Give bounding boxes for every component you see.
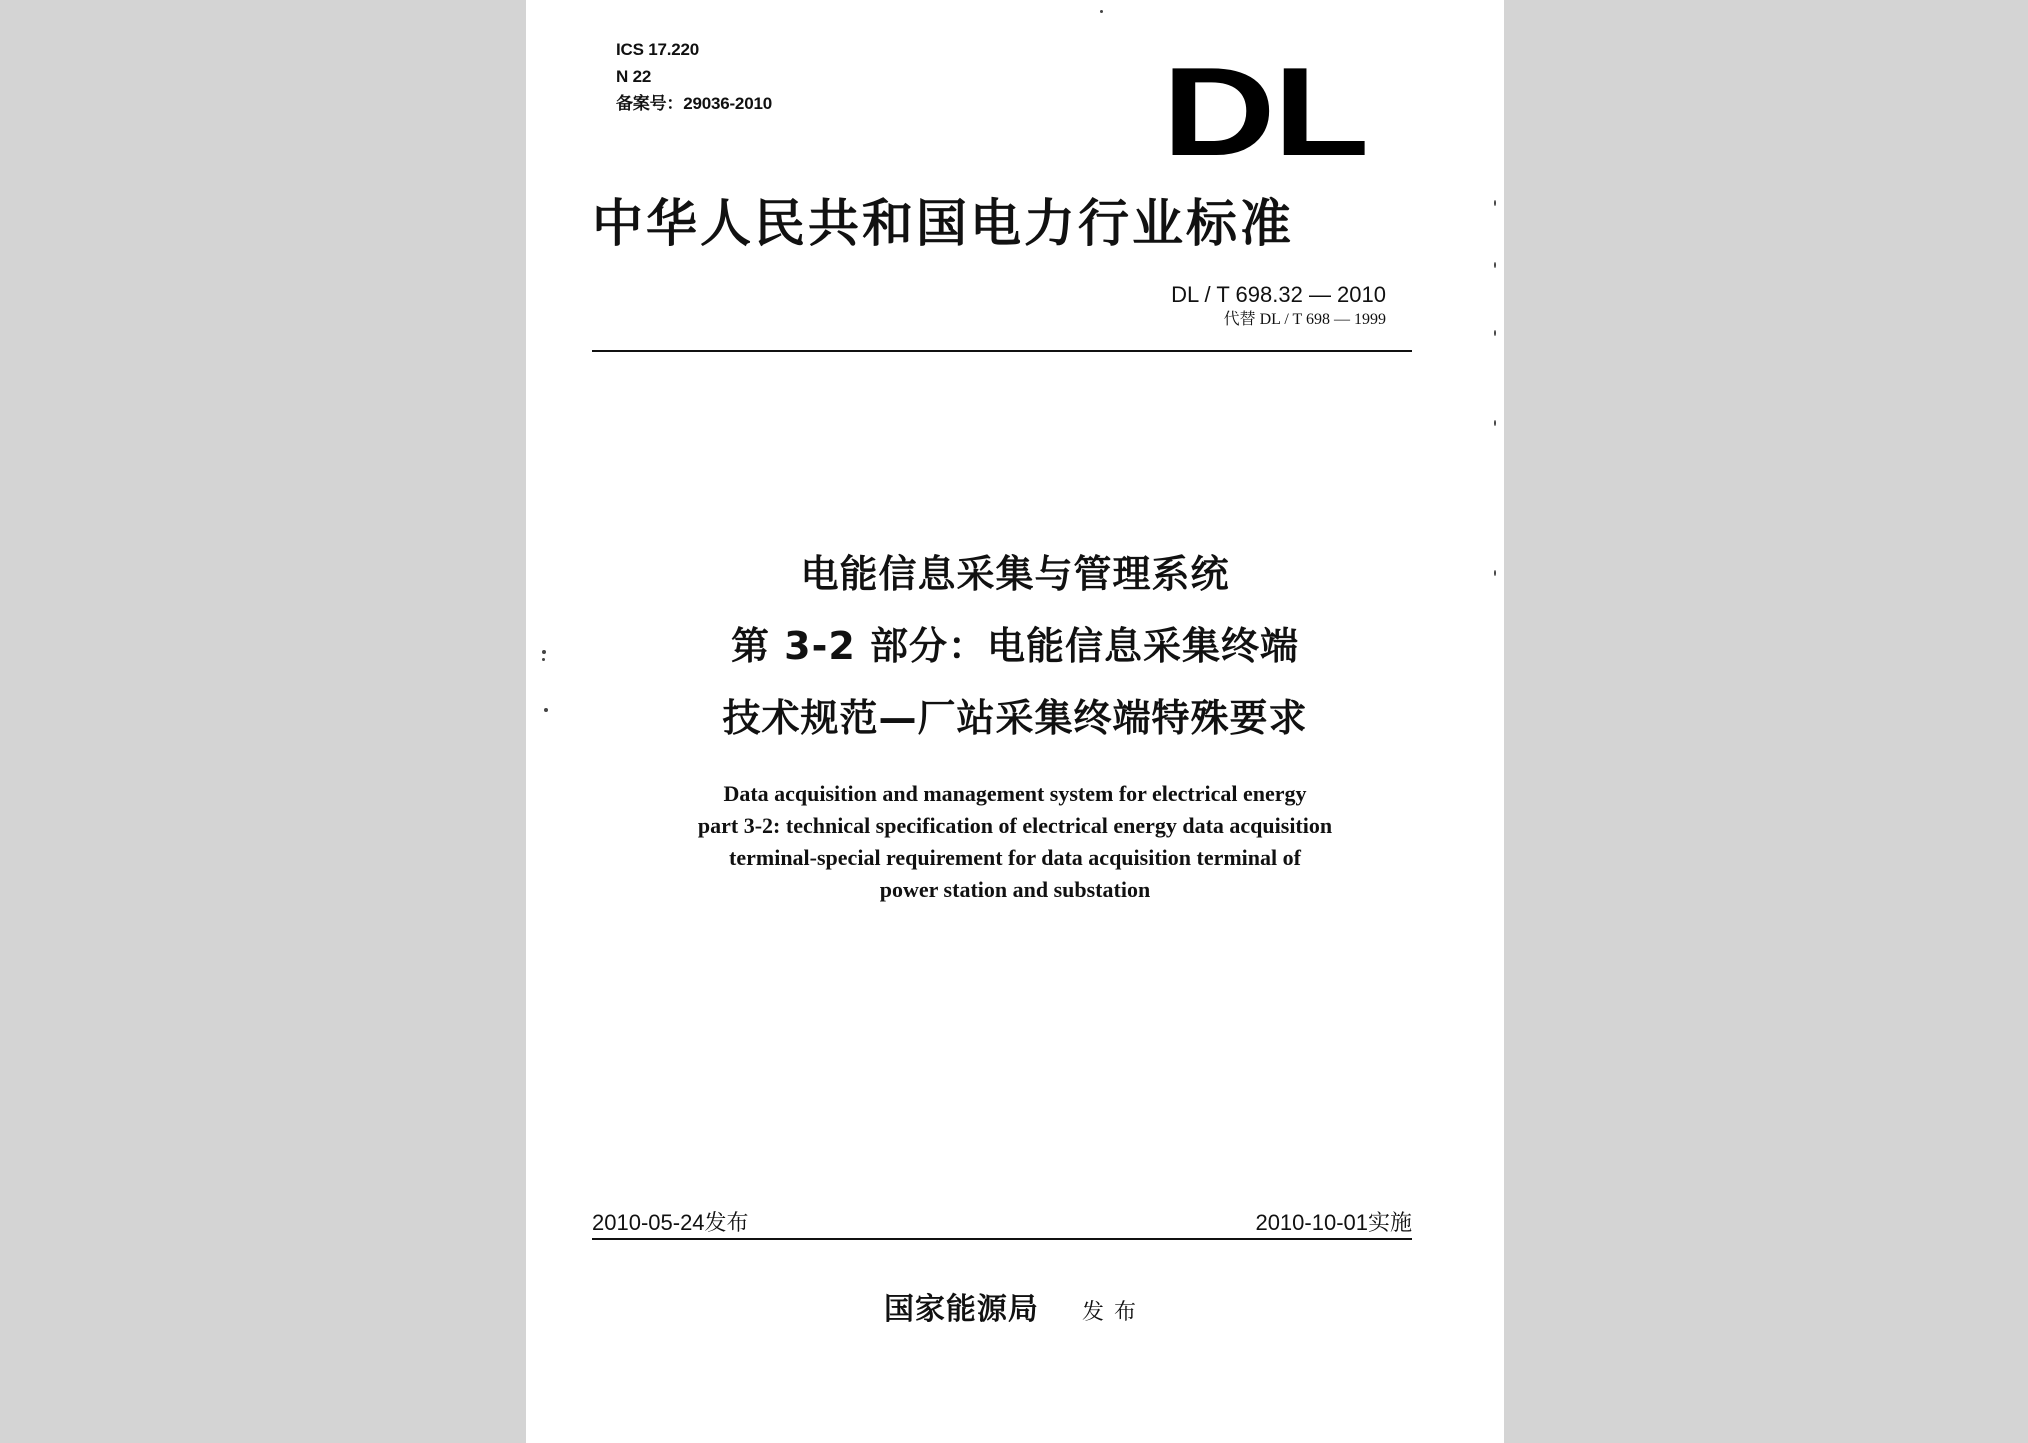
top-divider — [592, 350, 1412, 352]
english-title-line-2: part 3-2: technical specification of electrical energy data acquisition — [697, 813, 1333, 838]
standard-code: DL / T 698.32 — 2010 — [1171, 282, 1386, 307]
standard-category-title: 中华人民共和国电力行业标准 — [592, 194, 1295, 254]
record-number: 备案号：29036-2010 — [616, 94, 772, 113]
chinese-title — [526, 538, 1504, 754]
document-page — [526, 0, 1504, 1443]
scan-speck — [1494, 330, 1496, 336]
scan-speck — [1494, 200, 1496, 206]
issue-date: 2010-05-24发布 — [592, 1210, 749, 1235]
scan-speck — [1494, 420, 1496, 426]
standard-number — [1171, 282, 1386, 308]
scan-speck — [542, 658, 545, 661]
english-title-line-3: terminal-special requirement for data acquisition terminal of — [729, 845, 1301, 870]
scan-speck — [542, 650, 546, 654]
publish-action: 发布 — [1082, 1300, 1147, 1325]
implementation-date: 2010-10-01实施 — [1255, 1210, 1412, 1235]
scan-speck — [1494, 570, 1496, 576]
replaces-note: 代替 DL / T 698 — 1999 — [1223, 311, 1386, 328]
dl-logo: DL — [1162, 41, 1367, 182]
english-title — [526, 778, 1504, 906]
scan-speck — [1494, 262, 1496, 268]
dates-row — [592, 1208, 1412, 1238]
chinese-title-line-2: 第 3-2 部分：电能信息采集终端 — [730, 624, 1300, 668]
chinese-title-line-1: 电能信息采集与管理系统 — [800, 552, 1230, 596]
bottom-divider — [592, 1238, 1412, 1240]
publisher-name: 国家能源局 — [883, 1292, 1039, 1327]
scan-speck — [544, 708, 548, 712]
classification-block — [616, 36, 772, 117]
ics-code: ICS 17.220 — [616, 40, 700, 59]
english-title-line-4: power station and substation — [879, 877, 1151, 902]
ccs-code: N 22 — [616, 67, 652, 86]
publisher-line — [526, 1284, 1504, 1328]
chinese-title-line-3: 技术规范—厂站采集终端特殊要求 — [722, 696, 1308, 740]
scan-speck — [1100, 10, 1103, 13]
english-title-line-1: Data acquisition and management system for electrical energy — [723, 781, 1307, 806]
